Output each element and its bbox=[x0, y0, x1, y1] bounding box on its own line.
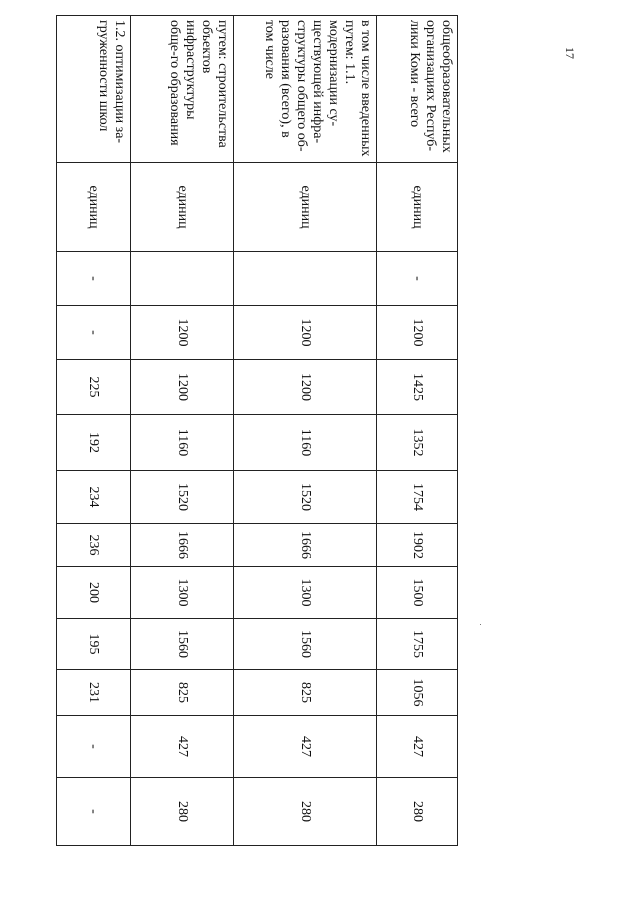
table-cell: 192 bbox=[57, 415, 131, 471]
rotated-table-wrapper bbox=[85, 15, 458, 845]
table-cell: 1520 bbox=[131, 471, 234, 524]
table-cell bbox=[131, 252, 234, 306]
table-cell: 427 bbox=[234, 716, 377, 778]
table-cell: - bbox=[57, 252, 131, 306]
table-cell: 195 bbox=[57, 619, 131, 670]
table-row bbox=[234, 16, 377, 846]
table-cell: 1160 bbox=[131, 415, 234, 471]
table-cell: 1520 bbox=[234, 471, 377, 524]
row-label: 1.2. оптимизации за-груженности школ bbox=[57, 16, 131, 163]
table-cell: 1200 bbox=[131, 360, 234, 415]
table-row bbox=[377, 16, 458, 846]
table-cell: 1056 bbox=[377, 670, 458, 716]
table-cell: 1200 bbox=[131, 306, 234, 360]
table-cell: 231 bbox=[57, 670, 131, 716]
table-cell: 1666 bbox=[234, 524, 377, 567]
page-number: 17 bbox=[563, 47, 577, 59]
scan-artifact bbox=[480, 624, 481, 625]
table-cell: 825 bbox=[234, 670, 377, 716]
table-cell: 1902 bbox=[377, 524, 458, 567]
row-label: общеобразовательных организациях Респуб-лики Коми - всего bbox=[377, 16, 458, 163]
table-cell: 1300 bbox=[131, 567, 234, 619]
table-cell: - bbox=[377, 252, 458, 306]
table-cell: 280 bbox=[377, 778, 458, 846]
table-cell: 427 bbox=[377, 716, 458, 778]
table-cell: 825 bbox=[131, 670, 234, 716]
table-cell: 1560 bbox=[234, 619, 377, 670]
table-cell: - bbox=[57, 716, 131, 778]
table-cell: 1200 bbox=[234, 360, 377, 415]
table-cell: 1425 bbox=[377, 360, 458, 415]
table-cell: 200 bbox=[57, 567, 131, 619]
table-cell: 280 bbox=[131, 778, 234, 846]
table-cell: 1200 bbox=[234, 306, 377, 360]
table-cell bbox=[234, 252, 377, 306]
data-table bbox=[56, 15, 458, 846]
table-cell: - bbox=[57, 778, 131, 846]
table-cell: 1160 bbox=[234, 415, 377, 471]
row-unit: единиц bbox=[234, 163, 377, 252]
table-row bbox=[57, 16, 131, 846]
table-cell: 225 bbox=[57, 360, 131, 415]
table-cell: 1300 bbox=[234, 567, 377, 619]
table-cell: 1500 bbox=[377, 567, 458, 619]
table-cell: 1666 bbox=[131, 524, 234, 567]
row-label: путем: строительства объектов инфраструктуры обще-го образования bbox=[131, 16, 234, 163]
row-unit: единиц bbox=[57, 163, 131, 252]
row-unit: единиц bbox=[131, 163, 234, 252]
row-unit: единиц bbox=[377, 163, 458, 252]
table-cell: 1352 bbox=[377, 415, 458, 471]
table-cell: 427 bbox=[131, 716, 234, 778]
table-cell: 280 bbox=[234, 778, 377, 846]
table-cell: 1755 bbox=[377, 619, 458, 670]
table-cell: 1754 bbox=[377, 471, 458, 524]
table-cell: - bbox=[57, 306, 131, 360]
table-cell: 1560 bbox=[131, 619, 234, 670]
table-cell: 1200 bbox=[377, 306, 458, 360]
table-cell: 234 bbox=[57, 471, 131, 524]
table-cell: 236 bbox=[57, 524, 131, 567]
table-row bbox=[131, 16, 234, 846]
row-label: в том числе введенных путем: 1.1. модернизации су-ществующей инфра-структуры общего об-разования (всего), в том числе bbox=[234, 16, 377, 163]
